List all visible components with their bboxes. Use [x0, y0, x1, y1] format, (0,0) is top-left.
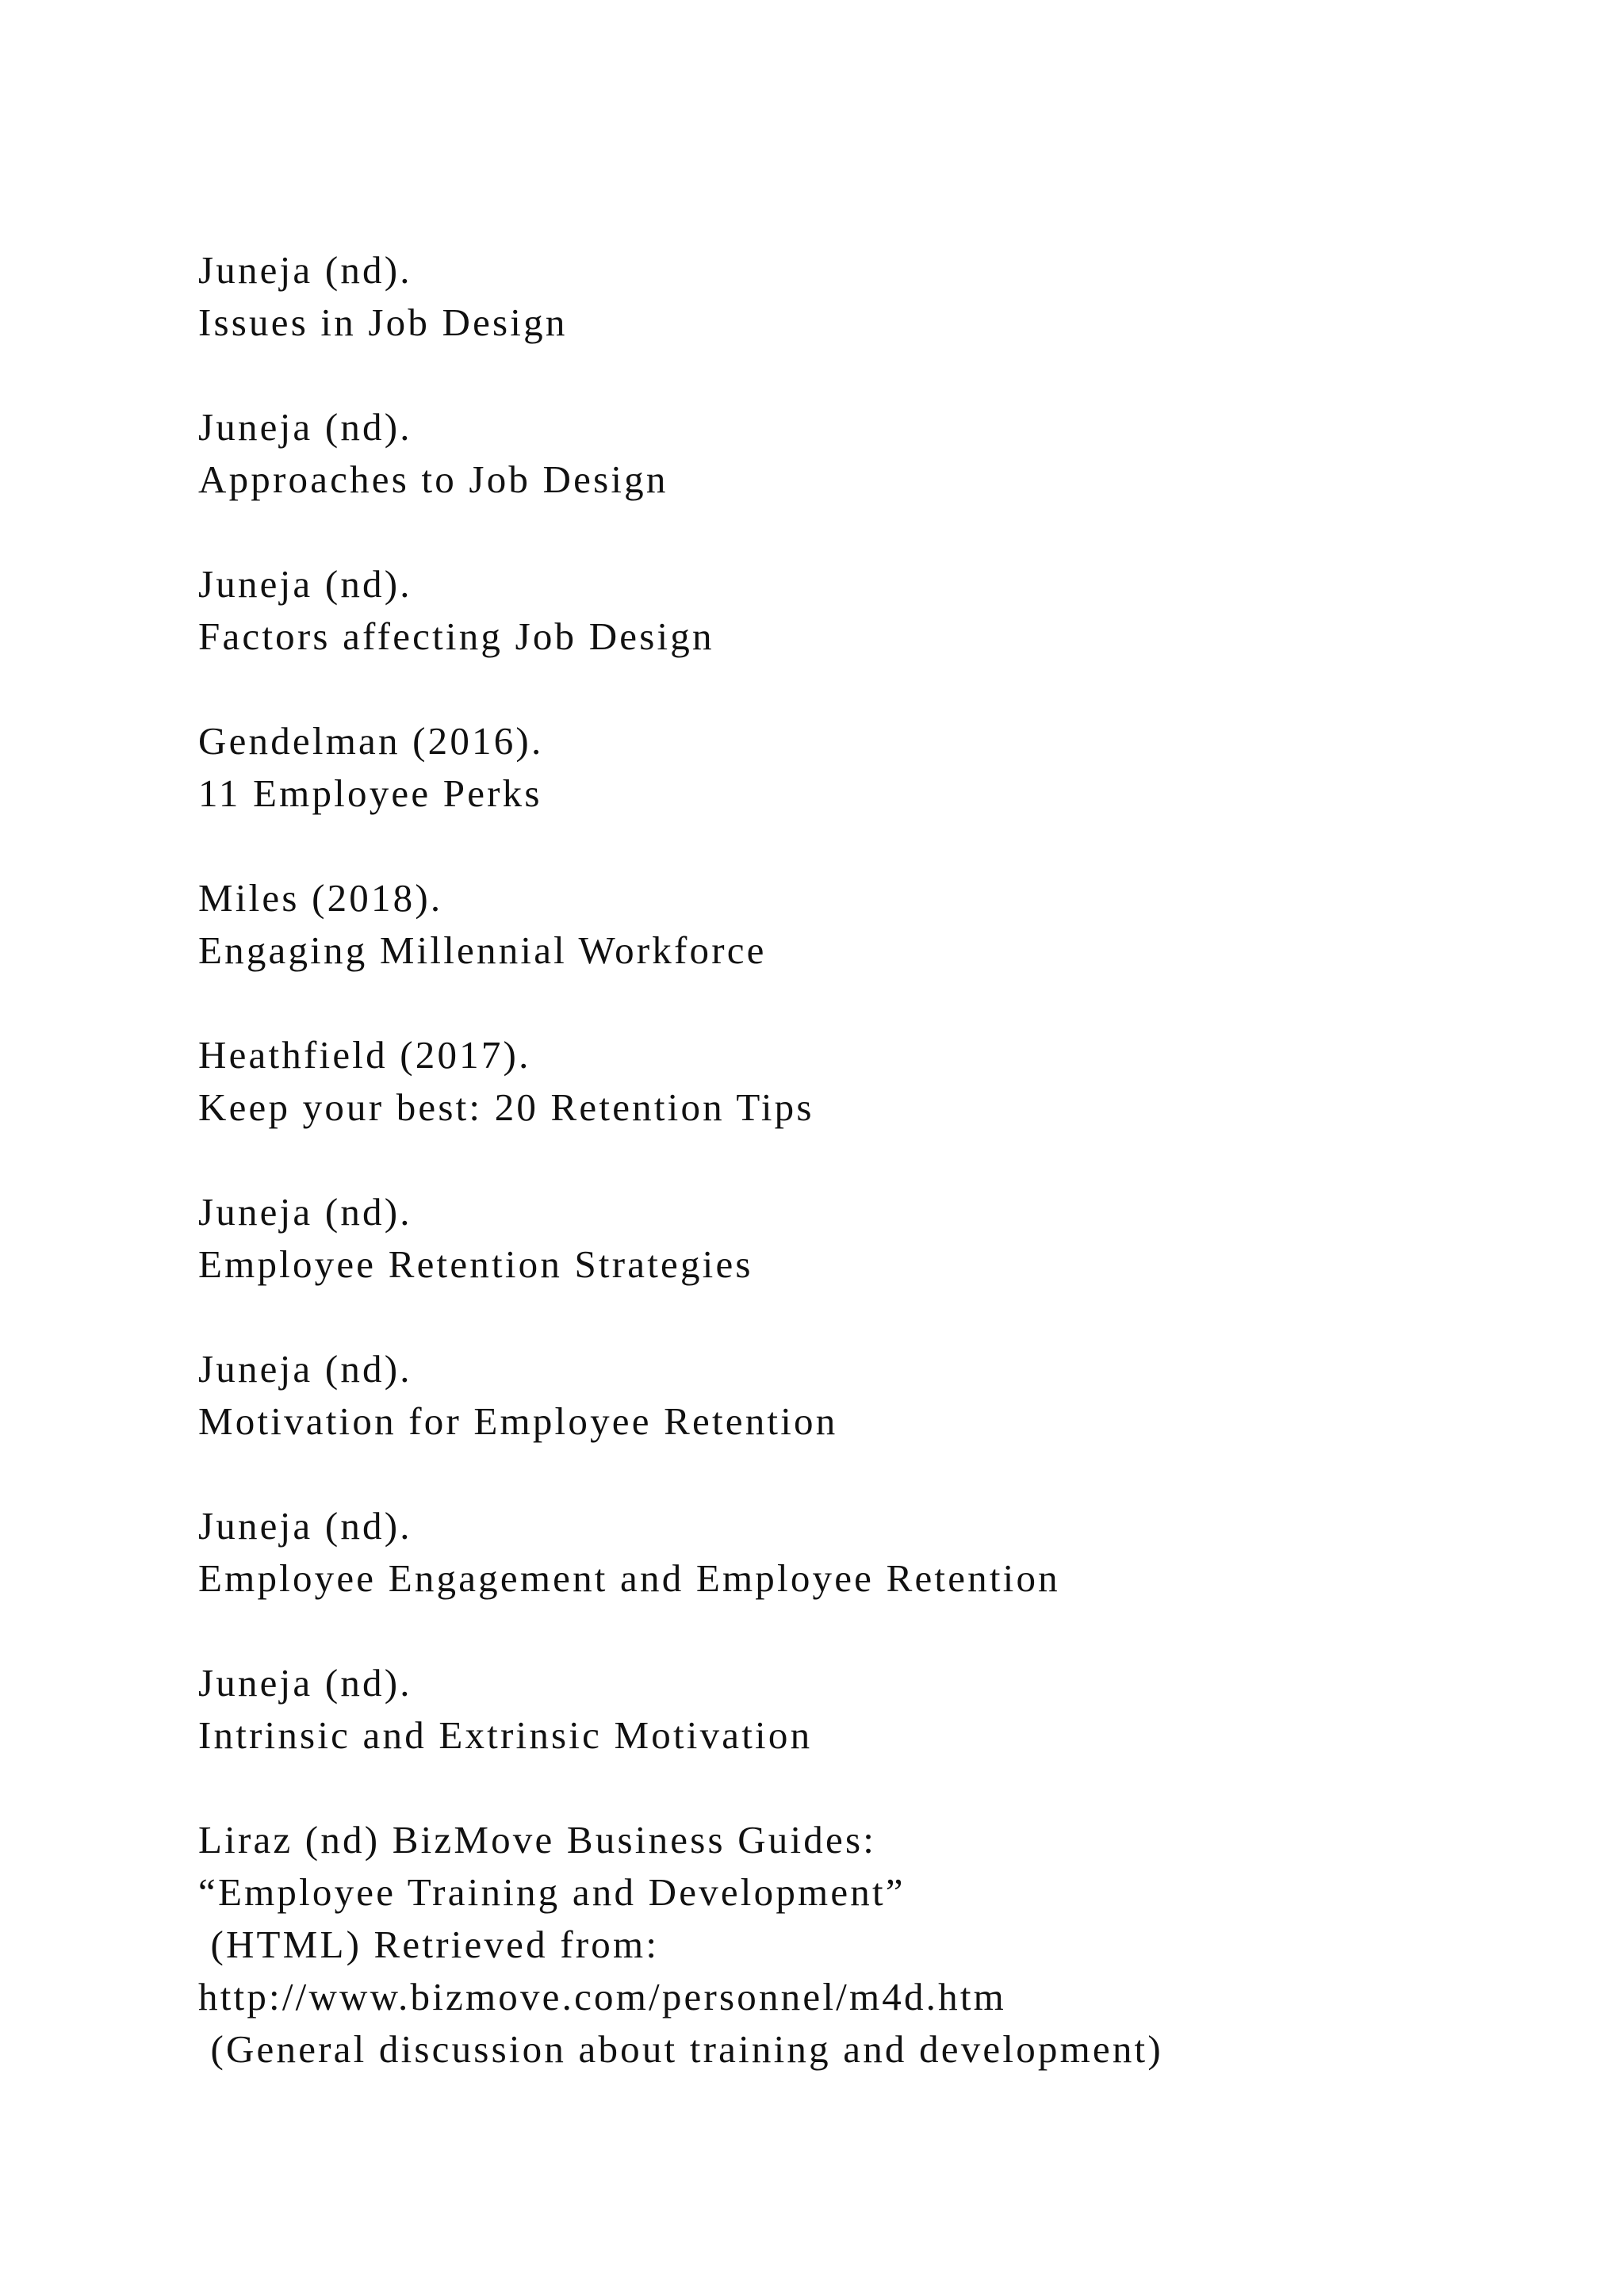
reference-author: Juneja (nd). — [198, 562, 412, 606]
reference-entry — [198, 1657, 1546, 1762]
reference-author: Juneja (nd). — [198, 1661, 412, 1705]
reference-entry — [198, 1186, 1546, 1291]
reference-url: http://www.bizmove.com/personnel/m4d.htm — [198, 1975, 1006, 2019]
reference-title: Employee Engagement and Employee Retention — [198, 1556, 1060, 1600]
reference-title: Engaging Millennial Workforce — [198, 928, 767, 972]
reference-line: “Employee Training and Development” — [198, 1870, 906, 1914]
reference-entry — [198, 872, 1546, 977]
reference-line: Liraz (nd) BizMove Business Guides: — [198, 1818, 877, 1862]
reference-entry — [198, 715, 1546, 820]
reference-entry — [198, 401, 1546, 506]
reference-author: Heathfield (2017). — [198, 1033, 531, 1077]
reference-entry — [198, 1343, 1546, 1448]
reference-title: Employee Retention Strategies — [198, 1242, 753, 1286]
reference-title: Factors affecting Job Design — [198, 614, 714, 658]
reference-author: Juneja (nd). — [198, 1190, 412, 1234]
reference-title: Issues in Job Design — [198, 300, 568, 344]
reference-entry — [198, 1029, 1546, 1134]
reference-author: Juneja (nd). — [198, 1347, 412, 1391]
reference-title: Intrinsic and Extrinsic Motivation — [198, 1713, 813, 1757]
reference-author: Gendelman (2016). — [198, 719, 544, 763]
reference-title: Keep your best: 20 Retention Tips — [198, 1085, 814, 1129]
reference-line: (General discussion about training and development) — [198, 2027, 1163, 2071]
reference-line: (HTML) Retrieved from: — [198, 1923, 660, 1966]
reference-author: Juneja (nd). — [198, 405, 412, 449]
reference-title: 11 Employee Perks — [198, 771, 542, 815]
reference-title: Approaches to Job Design — [198, 457, 668, 501]
reference-entry — [198, 1500, 1546, 1605]
reference-entry — [198, 558, 1546, 663]
reference-entry-final — [198, 1814, 1546, 2076]
reference-title: Motivation for Employee Retention — [198, 1399, 838, 1443]
reference-list — [198, 244, 1546, 2128]
reference-author: Juneja (nd). — [198, 1504, 412, 1548]
reference-entry — [198, 244, 1546, 349]
reference-author: Juneja (nd). — [198, 248, 412, 292]
reference-author: Miles (2018). — [198, 876, 443, 920]
